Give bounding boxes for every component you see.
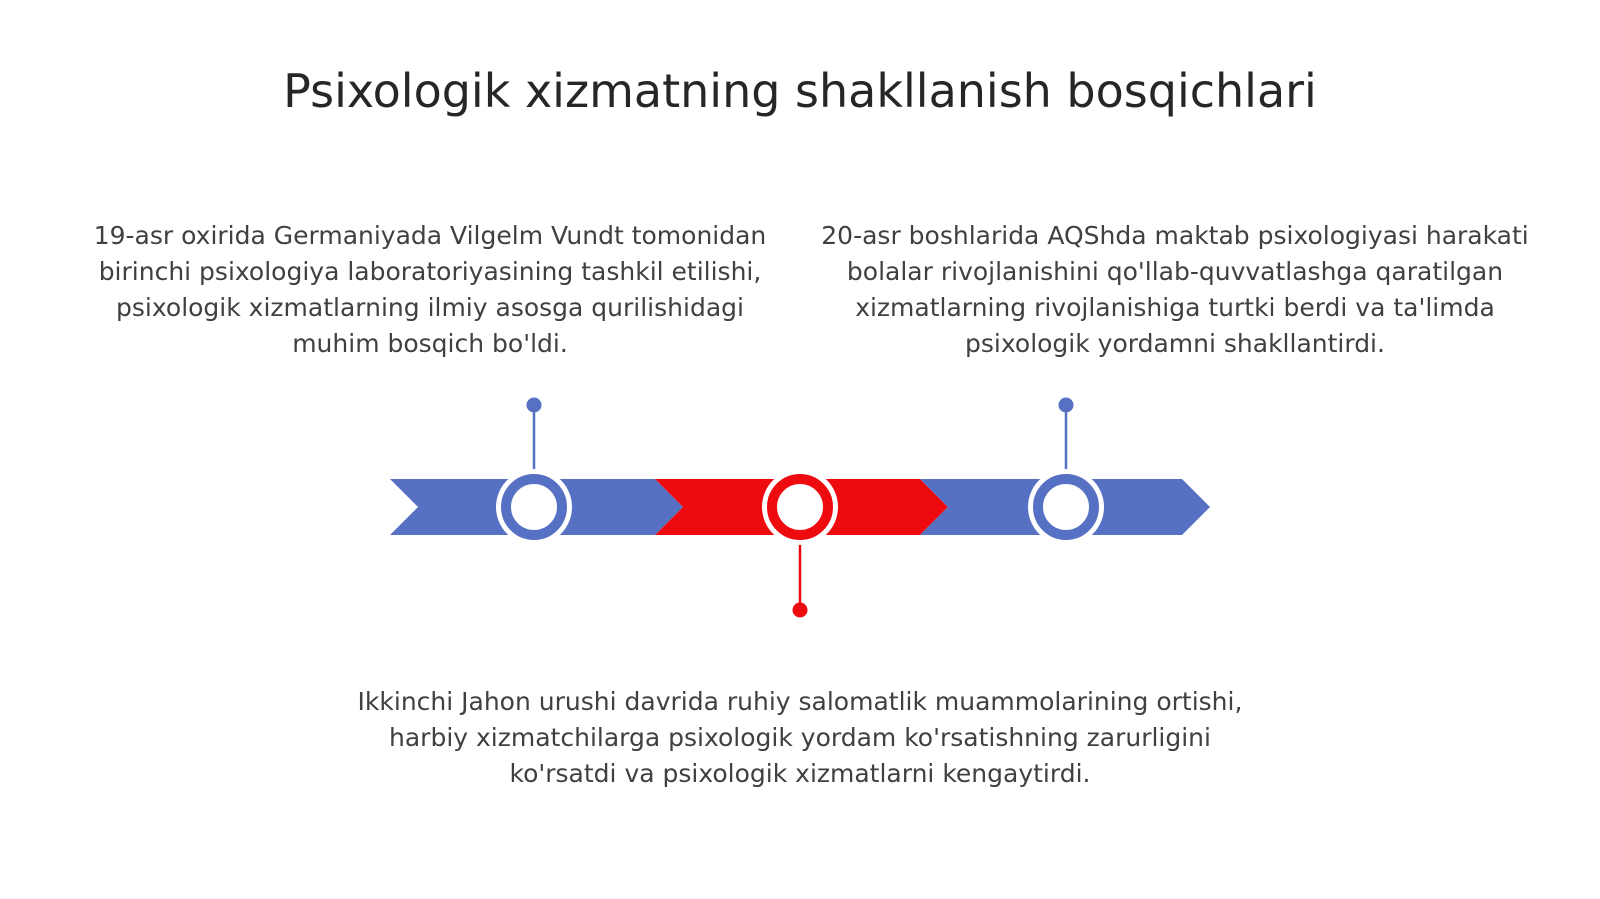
milestone-3-marker — [1028, 398, 1104, 546]
milestone-3-ring — [1038, 479, 1094, 535]
milestone-1-ring — [506, 479, 562, 535]
milestone-3-dot — [1059, 398, 1074, 413]
milestone-1-dot — [527, 398, 542, 413]
milestone-1-marker — [496, 398, 572, 546]
slide-title: Psixologik xizmatning shakllanish bosqichlari — [283, 64, 1317, 118]
milestone-2-description: Ikkinchi Jahon urushi davrida ruhiy salomatlik muammolarining ortishi, harbiy xizmatchilarga psixologik yordam ko'rsatishning zarurligini ko'rsatdi va psixologik xizmatlarni kengaytirdi. — [357, 687, 1243, 788]
milestone-1-description: 19-asr oxirida Germaniyada Vilgelm Vundt tomonidan birinchi psixologiya laboratoriyasining tashkil etilishi, psixologik xizmatlarning ilmiy asosga qurilishidagi muhim bosqich bo'ldi. — [93, 221, 767, 358]
milestone-3-description: 20-asr boshlarida AQShda maktab psixologiyasi harakati bolalar rivojlanishini qo'llab-quvvatlashga qaratilgan xizmatlarning rivojlanishiga turtki berdi va ta'limda psixologik yordamni shakllantirdi. — [821, 221, 1529, 358]
milestone-2-marker — [762, 469, 838, 618]
milestone-2-dot — [793, 603, 808, 618]
milestone-2-ring — [772, 479, 828, 535]
